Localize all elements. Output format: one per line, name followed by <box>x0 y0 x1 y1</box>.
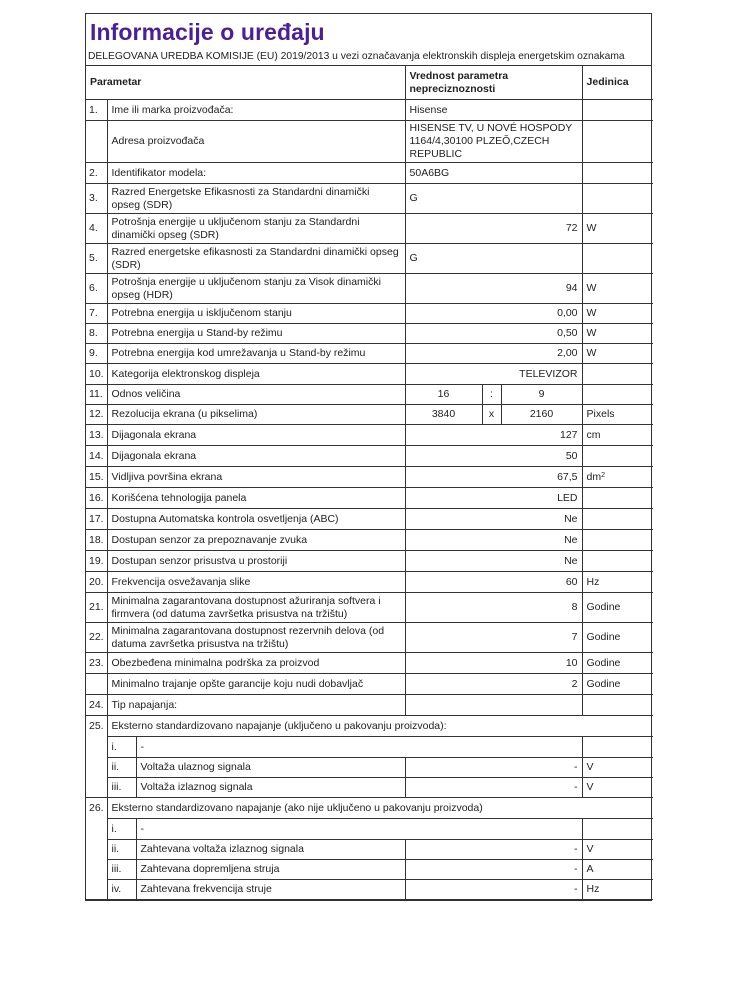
sub-row <box>86 880 653 900</box>
sub-label: Voltaža ulaznog signala <box>136 758 405 778</box>
row-value: 0,00 <box>405 304 582 324</box>
sub-label: - <box>136 737 582 758</box>
row-label: Frekvencija osvežavanja slike <box>107 572 405 593</box>
row-unit <box>582 695 653 716</box>
sub-label: Zahtevana frekvencija struje <box>136 880 405 900</box>
row-unit: Hz <box>582 572 653 593</box>
sub-label: Zahtevana voltaža izlaznog signala <box>136 840 405 860</box>
row-value: Hisense <box>405 100 582 121</box>
row-number: 5. <box>86 244 107 274</box>
sub-unit: V <box>582 758 653 778</box>
row-number: 10. <box>86 364 107 385</box>
sub-value: - <box>405 860 582 880</box>
sub-number: ii. <box>107 840 136 860</box>
row-number: 1. <box>86 100 107 121</box>
row-unit <box>582 551 653 572</box>
table-row <box>86 467 653 488</box>
row-number: 2. <box>86 163 107 184</box>
row-label: Adresa proizvođača <box>107 121 405 163</box>
table-row <box>86 184 653 214</box>
row-label: Minimalna zagarantovana dostupnost ažuriranja softvera i firmvera (od datuma završetka prisustva na tržištu) <box>107 593 405 623</box>
table-row <box>86 674 653 695</box>
row-label: Minimalna zagarantovana dostupnost rezervnih delova (od datuma završetka prisustva na tržištu) <box>107 623 405 653</box>
sub-unit <box>582 737 653 758</box>
row-label: Razred Energetske Efikasnosti za Standardni dinamički opseg (SDR) <box>107 184 405 214</box>
row-unit <box>582 488 653 509</box>
row-value: G <box>405 184 582 214</box>
row-number <box>86 121 107 163</box>
row-number: 16. <box>86 488 107 509</box>
header-unit: Jedinica <box>582 66 653 100</box>
table-row <box>86 344 653 364</box>
row-label: Potrebna energija u Stand-by režimu <box>107 324 405 344</box>
row-label: Tip napajanja: <box>107 695 405 716</box>
row-number: 4. <box>86 214 107 244</box>
row-unit: Pixels <box>582 405 653 425</box>
row-label: Dijagonala ekrana <box>107 425 405 446</box>
row-unit: W <box>582 304 653 324</box>
aspect-width: 16 <box>405 385 482 405</box>
row-value: Ne <box>405 530 582 551</box>
row-label: Potrošnja energije u uključenom stanju za Standardni dinamički opseg (SDR) <box>107 214 405 244</box>
sub-value: - <box>405 778 582 798</box>
row-unit <box>582 385 653 405</box>
row-unit <box>582 184 653 214</box>
table-row <box>86 121 653 163</box>
row-number <box>86 674 107 695</box>
row-unit: Godine <box>582 623 653 653</box>
row-unit: W <box>582 274 653 304</box>
row-number: 20. <box>86 572 107 593</box>
table-row <box>86 100 653 121</box>
row-unit: Godine <box>582 674 653 695</box>
row-unit <box>582 100 653 121</box>
row-value: 50A6BG <box>405 163 582 184</box>
row-value: 60 <box>405 572 582 593</box>
row-label: Odnos veličina <box>107 385 405 405</box>
table-row <box>86 274 653 304</box>
row-number: 17. <box>86 509 107 530</box>
row-unit <box>582 121 653 163</box>
page-title: Informacije o uređaju <box>90 19 325 45</box>
aspect-height: 9 <box>501 385 582 405</box>
sub-row <box>86 758 653 778</box>
sub-row <box>86 778 653 798</box>
table-row <box>86 405 653 425</box>
row-unit <box>582 244 653 274</box>
row-unit: W <box>582 344 653 364</box>
row-value: 127 <box>405 425 582 446</box>
row-value: 0,50 <box>405 324 582 344</box>
row-number: 6. <box>86 274 107 304</box>
row-number: 24. <box>86 695 107 716</box>
row-number: 26. <box>86 798 107 900</box>
regulation-subtitle: DELEGOVANA UREDBA KOMISIJE (EU) 2019/2013 u vezi označavanja elektronskih displeja energetskim oznakama <box>86 48 651 66</box>
row-label: Potrebna energija kod umrežavanja u Stand-by režimu <box>107 344 405 364</box>
row-number: 25. <box>86 716 107 798</box>
sub-row <box>86 737 653 758</box>
row-value: HISENSE TV, U NOVÉ HOSPODY 1164/4,30100 PLZEŎ,CZECH REPUBLIC <box>405 121 582 163</box>
header-value: Vrednost parametra nepreciznoznosti <box>405 66 582 100</box>
table-row <box>86 364 653 385</box>
unit-text: dm <box>586 470 602 483</box>
sub-row <box>86 860 653 880</box>
row-value: 2 <box>405 674 582 695</box>
sub-value: - <box>405 880 582 900</box>
row-unit: Godine <box>582 653 653 674</box>
row-unit <box>582 364 653 385</box>
row-number: 12. <box>86 405 107 425</box>
row-label: Dostupan senzor za prepoznavanje zvuka <box>107 530 405 551</box>
row-number: 8. <box>86 324 107 344</box>
row-unit <box>582 530 653 551</box>
sub-value: - <box>405 758 582 778</box>
table-row <box>86 593 653 623</box>
sub-number: i. <box>107 819 136 840</box>
row-value: Ne <box>405 509 582 530</box>
resolution-height: 2160 <box>501 405 582 425</box>
row-number: 18. <box>86 530 107 551</box>
parameters-table <box>86 66 653 900</box>
table-row <box>86 695 653 716</box>
table-row <box>86 244 653 274</box>
row-unit: cm <box>582 425 653 446</box>
row-label: Dostupna Automatska kontrola osvetljenja (ABC) <box>107 509 405 530</box>
row-unit: Godine <box>582 593 653 623</box>
table-row <box>86 623 653 653</box>
row-number: 13. <box>86 425 107 446</box>
row-value: Ne <box>405 551 582 572</box>
sub-unit: V <box>582 778 653 798</box>
sub-number: iv. <box>107 880 136 900</box>
table-row <box>86 385 653 405</box>
row-value: 7 <box>405 623 582 653</box>
table-row <box>86 446 653 467</box>
row-value: LED <box>405 488 582 509</box>
row-value: 2,00 <box>405 344 582 364</box>
row-value: 67,5 <box>405 467 582 488</box>
sub-label: Voltaža izlaznog signala <box>136 778 405 798</box>
table-row <box>86 304 653 324</box>
row-number: 19. <box>86 551 107 572</box>
row-label: Vidljiva površina ekrana <box>107 467 405 488</box>
device-info-sheet <box>85 13 652 901</box>
resolution-width: 3840 <box>405 405 482 425</box>
row-number: 23. <box>86 653 107 674</box>
row-value: 10 <box>405 653 582 674</box>
row-label: Dostupan senzor prisustva u prostoriji <box>107 551 405 572</box>
row-number: 3. <box>86 184 107 214</box>
table-row <box>86 488 653 509</box>
row-number: 7. <box>86 304 107 324</box>
row-value: 8 <box>405 593 582 623</box>
row-number: 14. <box>86 446 107 467</box>
row-unit: W <box>582 324 653 344</box>
row-value: 94 <box>405 274 582 304</box>
sub-row <box>86 840 653 860</box>
section-label: Eksterno standardizovano napajanje (uključeno u pakovanju proizvoda): <box>107 716 653 737</box>
row-label: Ime ili marka proizvođača: <box>107 100 405 121</box>
resolution-separator: x <box>482 405 501 425</box>
row-label: Dijagonala ekrana <box>107 446 405 467</box>
row-unit <box>582 467 653 488</box>
row-label: Obezbeđena minimalna podrška za proizvod <box>107 653 405 674</box>
row-value: TELEVIZOR <box>405 364 582 385</box>
row-number: 22. <box>86 623 107 653</box>
table-row <box>86 551 653 572</box>
table-row <box>86 324 653 344</box>
unit-superscript: 2 <box>601 471 606 479</box>
section-25-header <box>86 716 653 737</box>
table-row <box>86 530 653 551</box>
row-value <box>405 695 582 716</box>
sub-unit: Hz <box>582 880 653 900</box>
sub-number: ii. <box>107 758 136 778</box>
table-row <box>86 214 653 244</box>
table-row <box>86 163 653 184</box>
row-label: Razred energetske efikasnosti za Standardni dinamički opseg (SDR) <box>107 244 405 274</box>
table-header-row <box>86 66 653 100</box>
row-label: Rezolucija ekrana (u pikselima) <box>107 405 405 425</box>
row-value: 72 <box>405 214 582 244</box>
header-parameter: Parametar <box>86 66 405 100</box>
row-label: Potrebna energija u isključenom stanju <box>107 304 405 324</box>
row-label: Minimalno trajanje opšte garancije koju nudi dobavljač <box>107 674 405 695</box>
aspect-separator: : <box>482 385 501 405</box>
section-26-header <box>86 798 653 819</box>
sub-label: - <box>136 819 582 840</box>
row-value: 50 <box>405 446 582 467</box>
table-row <box>86 572 653 593</box>
row-label: Kategorija elektronskog displeja <box>107 364 405 385</box>
table-row <box>86 653 653 674</box>
row-label: Identifikator modela: <box>107 163 405 184</box>
row-unit <box>582 509 653 530</box>
row-unit <box>582 446 653 467</box>
sub-row <box>86 819 653 840</box>
row-label: Korišćena tehnologija panela <box>107 488 405 509</box>
sub-label: Zahtevana dopremljena struja <box>136 860 405 880</box>
table-row <box>86 509 653 530</box>
section-label: Eksterno standardizovano napajanje (ako nije uključeno u pakovanju proizvoda) <box>107 798 653 819</box>
row-label: Potrošnja energije u uključenom stanju za Visok dinamički opseg (HDR) <box>107 274 405 304</box>
row-number: 15. <box>86 467 107 488</box>
row-number: 21. <box>86 593 107 623</box>
row-number: 11. <box>86 385 107 405</box>
sub-unit: A <box>582 860 653 880</box>
row-value: G <box>405 244 582 274</box>
table-row <box>86 425 653 446</box>
sub-unit: V <box>582 840 653 860</box>
sub-value: - <box>405 840 582 860</box>
row-number: 9. <box>86 344 107 364</box>
row-unit: W <box>582 214 653 244</box>
sub-number: iii. <box>107 778 136 798</box>
sub-number: iii. <box>107 860 136 880</box>
sub-number: i. <box>107 737 136 758</box>
row-unit <box>582 163 653 184</box>
sub-unit <box>582 819 653 840</box>
